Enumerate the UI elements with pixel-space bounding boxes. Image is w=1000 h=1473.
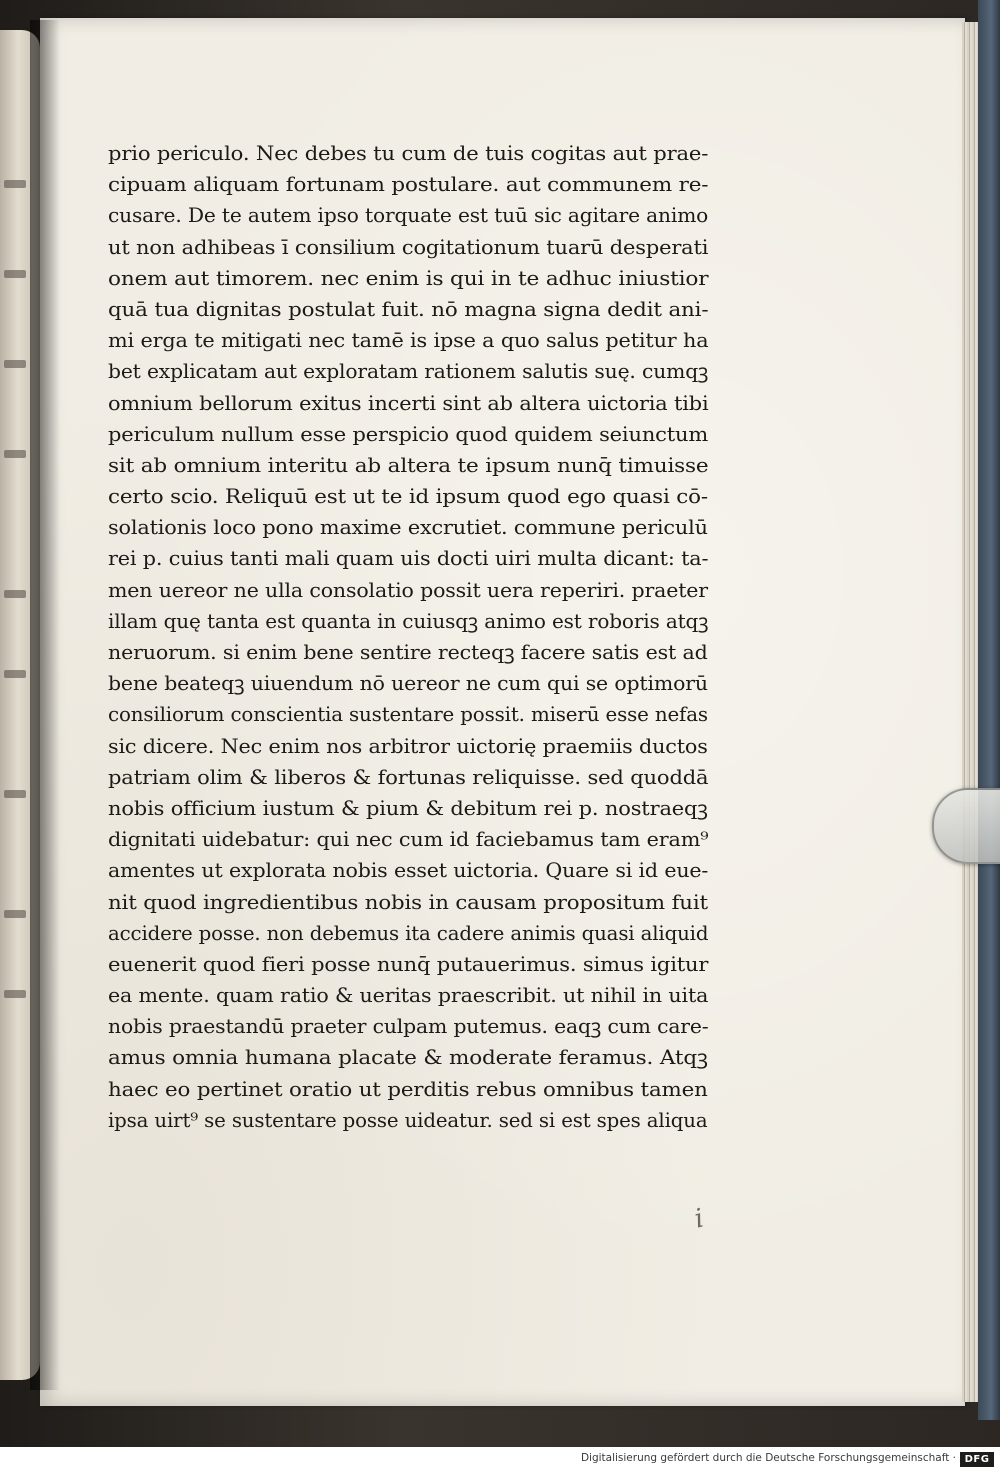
text-line: rei p. cuius tanti mali quam uis docti uiri multa dicant: ta- [108, 547, 709, 571]
bleed-through-mark [4, 590, 26, 598]
bleed-through-mark [4, 910, 26, 918]
text-line: neruorum. si enim bene sentire recteqꝫ facere satis est ad [108, 641, 708, 664]
text-line: ea mente. quam ratio & ueritas praescribit. ut nihil in uita [108, 984, 709, 1008]
credit-text: Digitalisierung gefördert durch die Deutsche Forschungsgemeinschaft · [580, 1452, 956, 1464]
text-line: omnium bellorum exitus incerti sint ab altera uictoria tibi [108, 391, 709, 415]
bleed-through-mark [4, 360, 26, 368]
text-line: men uereor ne ulla consolatio possit uera reperiri. praeter [108, 578, 708, 602]
bleed-through-mark [4, 450, 26, 458]
text-line: dignitati uidebatur: qui nec cum id faciebamus tam eram⁹ [108, 828, 709, 852]
text-line: illam quę tanta est quanta in cuiusqꝫ animo est roboris atqꝫ [108, 609, 709, 633]
text-line: cipuam aliquam fortunam postulare. aut communem re- [108, 173, 709, 197]
dfg-logo: DFG [960, 1452, 994, 1467]
text-line: cusare. De te autem ipso torquate est tuū sic agitare animo [108, 204, 709, 228]
text-line: haec eo pertinet oratio ut perditis rebus omnibus tamen [108, 1077, 708, 1101]
text-line: consiliorum conscientia sustentare possit. miserū esse nefas [108, 703, 708, 727]
bleed-through-mark [4, 270, 26, 278]
handwritten-folio-mark: i [691, 1203, 707, 1235]
text-line: nit quod ingredientibus nobis in causam propositum fuit [108, 890, 708, 914]
page-holder-clip [932, 788, 1000, 864]
text-line: nobis praestandū praeter culpam putemus. eaqꝫ cum care- [108, 1015, 709, 1039]
text-line: sic dicere. Nec enim nos arbitror uictorię praemiis ductos [108, 734, 708, 758]
text-line: bene beateqꝫ uiuendum nō uereor ne cum qui se optimorū [108, 672, 708, 696]
text-line: periculum nullum esse perspicio quod quidem seiunctum [108, 422, 709, 446]
text-line: patriam olim & liberos & fortunas reliquisse. sed quoddā [108, 765, 709, 789]
text-line: sit ab omnium interitu ab altera te ipsum nunq̄ timuisse [108, 453, 709, 477]
text-line: certo scio. Reliquū est ut te id ipsum quod ego quasi cō- [108, 485, 708, 509]
bleed-through-mark [4, 990, 26, 998]
text-line: mi erga te mitigati nec tamē is ipse a quo salus petitur ha [108, 329, 709, 353]
text-line: euenerit quod fieri posse nunq̄ putauerimus. simus igitur [108, 952, 709, 976]
text-line: ipsa uirt⁹ se sustentare posse uideatur. sed si est spes aliqua [108, 1108, 708, 1132]
book-cover-board [978, 0, 1000, 1420]
text-line: quā tua dignitas postulat fuit. nō magna signa dedit ani- [108, 297, 709, 321]
text-line: nobis officium iustum & pium & debitum rei p. nostraeqꝫ [108, 796, 708, 820]
text-line: ut non adhibeas ī consilium cogitationum tuarū desperati [108, 235, 709, 259]
text-line: onem aut timorem. nec enim is qui in te adhuc iniustior [108, 266, 709, 290]
text-line: amentes ut explorata nobis esset uictoria. Quare si id eue- [108, 859, 709, 883]
digitization-credit-bar [0, 1447, 1000, 1473]
bleed-through-mark [4, 670, 26, 678]
text-line: bet explicatam aut exploratam rationem salutis suę. cumqꝫ [108, 360, 709, 384]
text-line: solationis loco pono maxime excrutiet. commune periculū [108, 516, 708, 540]
bleed-through-mark [4, 180, 26, 188]
bleed-through-mark [4, 790, 26, 798]
gutter-shadow [30, 20, 60, 1390]
printed-text-block [108, 138, 708, 1136]
text-line: amus omnia humana placate & moderate feramus. Atqꝫ [108, 1046, 708, 1070]
text-line: accidere posse. non debemus ita cadere animis quasi aliquid [108, 921, 709, 945]
text-line: prio periculo. Nec debes tu cum de tuis cogitas aut prae- [108, 142, 709, 165]
